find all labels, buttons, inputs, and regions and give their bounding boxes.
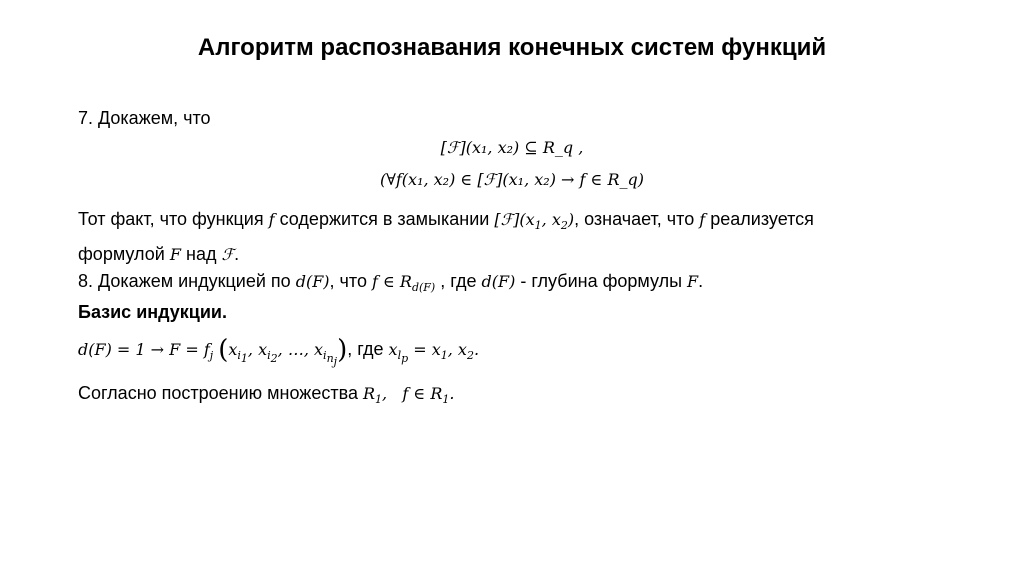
- paren-open: (: [218, 335, 229, 365]
- last-line-text: Согласно построению множества: [78, 383, 358, 403]
- last-line: [78, 382, 454, 411]
- paragraph-closure-fact: Тот факт, что функция f содержится в замыкании $[ℱ](x_1$, $x_2$), означает, что f реализуется формулой F над ℱ.: [78, 209, 814, 265]
- basis-formula-line: [78, 335, 480, 374]
- item-7-intro: 7. Докажем, что: [78, 108, 211, 128]
- formula-forall: [0, 170, 1024, 190]
- item-8-part2: , что: [329, 271, 367, 291]
- paragraph-closure-part6: над: [186, 244, 217, 265]
- item-8-part4: - глубина формулы: [520, 271, 683, 291]
- item-8: 8. Докажем индукцией по d(F), что f ∈ $R_{d(F)}$ , где d(F) - глубина формулы F.: [78, 271, 704, 295]
- slide-title: Алгоритм распознавания конечных систем функций: [197, 34, 827, 61]
- math-f: f: [268, 210, 280, 229]
- math-basis: $d(F) = 1 \to F = f_j$: [78, 340, 214, 363]
- math-R1: $R_1$, f ∈ $R_1$.: [362, 384, 455, 407]
- paragraph-closure-part2: содержится в замыкании: [279, 209, 490, 229]
- item-8-part3: , где: [440, 271, 477, 291]
- paragraph-closure-part3: , означает, что: [574, 209, 695, 229]
- math-depth2: d(F): [481, 272, 516, 291]
- item-8-part1: 8. Докажем индукцией по: [78, 271, 291, 291]
- basis-where: , где: [347, 339, 384, 359]
- math-f2: f: [699, 210, 711, 229]
- basis-heading: Базис индукции.: [78, 302, 227, 322]
- math-args: $x_{i_1}$, $x_{i_2}$, …, $x_{i_{n_j}}$: [228, 340, 338, 369]
- math-f-in-R: f ∈ $R_{d(F)}$: [371, 272, 436, 295]
- math-F2: F: [687, 272, 699, 291]
- paren-close: ): [337, 335, 348, 365]
- paragraph-closure-part5: формулой: [78, 244, 165, 265]
- formula-forall-math: (∀f(x₁, x₂) ∈ [ℱ](x₁, x₂) → f ∈ R_q): [379, 170, 644, 189]
- math-closure: $[ℱ](x_1$, $x_2$): [494, 210, 575, 233]
- math-script-F: ℱ: [221, 245, 235, 265]
- paragraph-closure-part1: Тот факт, что функция: [78, 209, 264, 229]
- paragraph-closure-part4: реализуется: [710, 209, 814, 229]
- math-F: F: [169, 245, 186, 265]
- math-xlp: $x_{l_p} = x_1$, $x_2$.: [388, 340, 480, 366]
- math-depth: d(F): [295, 272, 330, 291]
- formula-closure-subset: [0, 138, 1024, 158]
- formula-closure-subset-math: [ℱ](x₁, x₂) ⊆ R_q ,: [440, 138, 584, 157]
